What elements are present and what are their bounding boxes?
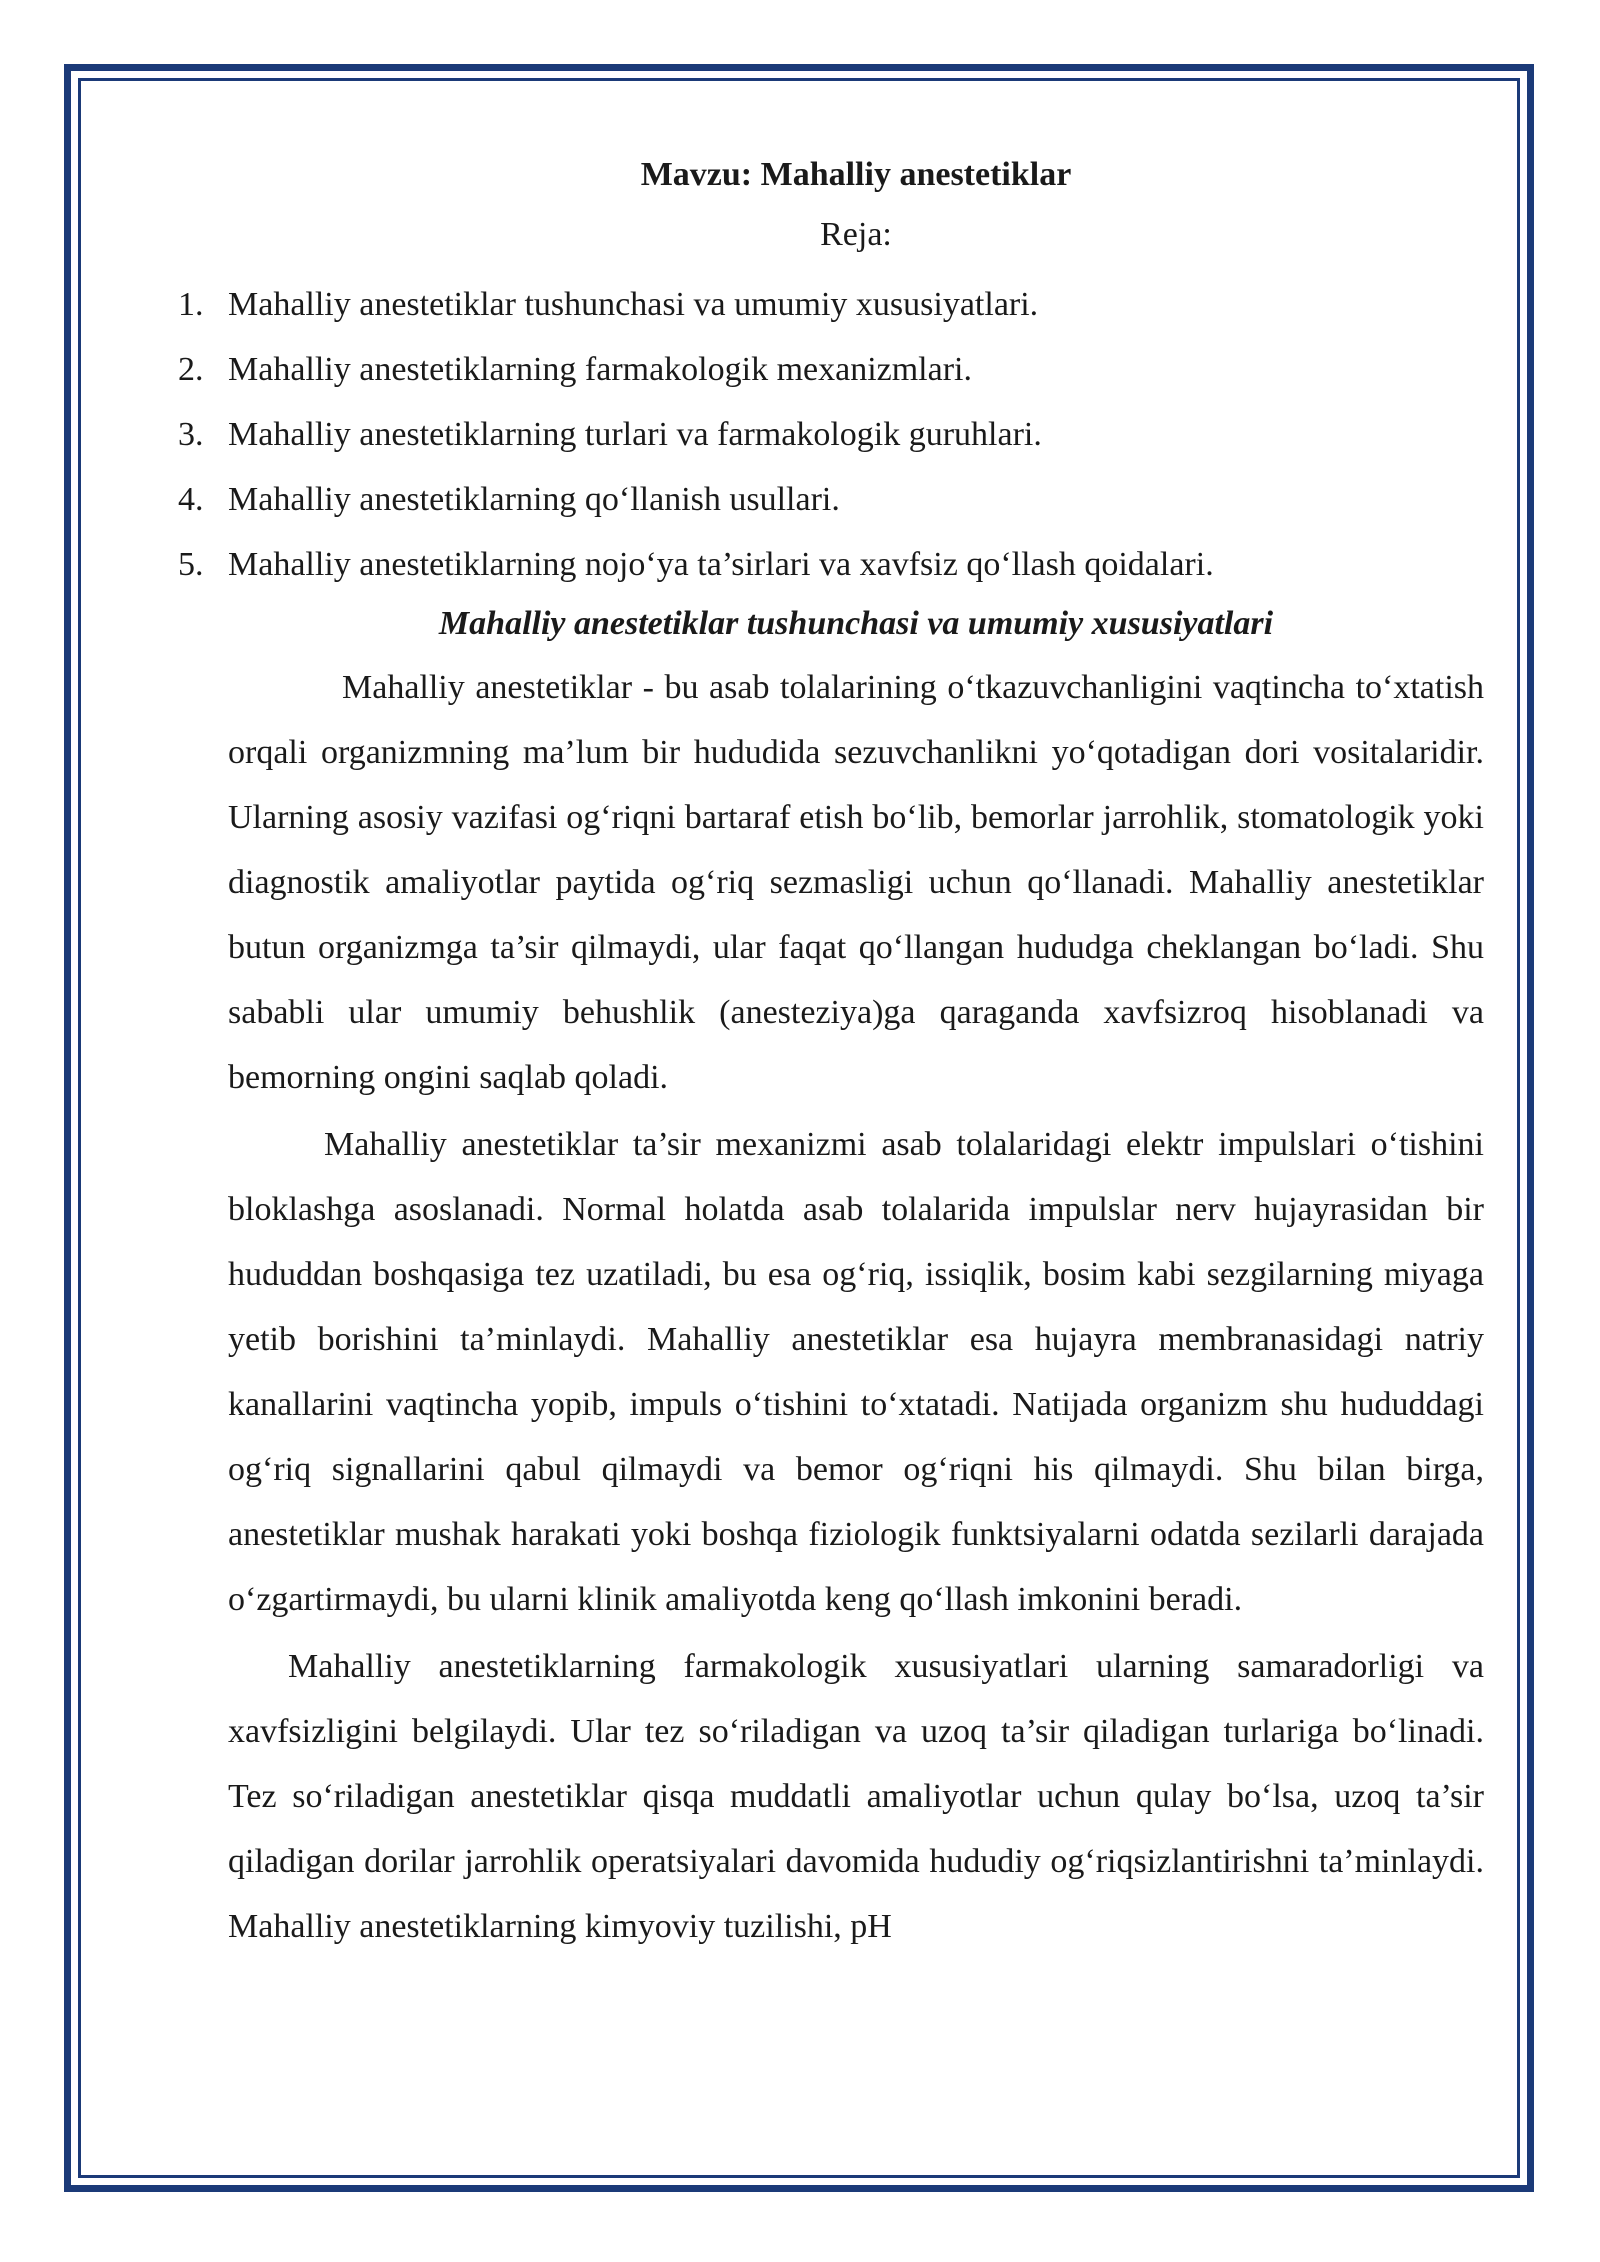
plan-item-text: Mahalliy anestetiklarning nojo‘ya ta’sirlari va xavfsiz qo‘llash qoidalari. — [228, 546, 1214, 583]
document-body — [178, 148, 1484, 1959]
section-heading: Mahalliy anestetiklar tushunchasi va umumiy xususiyatlari — [438, 605, 1274, 642]
plan-heading: Reja: — [820, 216, 892, 253]
plan-list — [178, 272, 1484, 597]
body-paragraph: Mahalliy anestetiklar ta’sir mexanizmi asab tolalaridagi elektr impulslari o‘tishini bloklashga asoslanadi. Normal holatda asab tolalarida impulslar nerv hujayrasidan bir hududdan boshqasiga tez uzatiladi, bu esa og‘riq, issiqlik, bosim kabi sezgilarning miyaga yetib borishini ta’minlaydi. Mahalliy anestetiklar esa hujayra membranasidagi natriy kanallarini vaqtincha yopib, impuls o‘tishini to‘xtatadi. Natijada organizm shu hududdagi og‘riq signallarini qabul qilmaydi va bemor og‘riqni his qilmaydi. Shu bilan birga, anestetiklar mushak harakati yoki boshqa fiziologik funktsiyalarni odatda sezilarli darajada o‘zgartirmaydi, bu ularni klinik amaliyotda keng qo‘llash imkonini beradi. — [228, 1126, 1484, 1618]
document-title: Mavzu: Mahalliy anestetiklar — [640, 156, 1072, 193]
plan-item-text: Mahalliy anestetiklarning qo‘llanish usullari. — [228, 481, 840, 518]
plan-item — [178, 272, 1484, 337]
plan-item-number: 4. — [178, 481, 204, 518]
plan-item-number: 5. — [178, 546, 204, 583]
plan-item-text: Mahalliy anestetiklar tushunchasi va umumiy xususiyatlari. — [228, 286, 1039, 323]
plan-item-number: 2. — [178, 351, 204, 388]
plan-item-text: Mahalliy anestetiklarning farmakologik mexanizmlari. — [228, 351, 972, 388]
plan-item-text: Mahalliy anestetiklarning turlari va farmakologik guruhlari. — [228, 416, 1042, 453]
plan-item — [178, 467, 1484, 532]
body-paragraph: Mahalliy anestetiklar - bu asab tolalarining o‘tkazuvchanligini vaqtincha to‘xtatish orqali organizmning ma’lum bir hududida sezuvchanlikni yo‘qotadigan dori vositalaridir. Ularning asosiy vazifasi og‘riqni bartaraf etish bo‘lib, bemorlar jarrohlik, stomatologik yoki diagnostik amaliyotlar paytida og‘riq sezmasligi uchun qo‘llanadi. Mahalliy anestetiklar butun organizmga ta’sir qilmaydi, ular faqat qo‘llangan hududga cheklangan bo‘ladi. Shu sababli ular umumiy behushlik (anesteziya)ga qaraganda xavfsizroq hisoblanadi va bemorning ongini saqlab qoladi. — [228, 669, 1484, 1096]
body-paragraph: Mahalliy anestetiklarning farmakologik xususiyatlari ularning samaradorligi va xavfsizligini belgilaydi. Ular tez so‘riladigan va uzoq ta’sir qiladigan turlariga bo‘linadi. Tez so‘riladigan anestetiklar qisqa muddatli amaliyotlar uchun qulay bo‘lsa, uzoq ta’sir qiladigan dorilar jarrohlik operatsiyalari davomida hududiy og‘riqsizlantirishni ta’minlaydi. Mahalliy anestetiklarning kimyoviy tuzilishi, pH — [228, 1648, 1484, 1945]
plan-item — [178, 402, 1484, 467]
plan-item-number: 1. — [178, 286, 204, 323]
plan-item-number: 3. — [178, 416, 204, 453]
plan-item — [178, 532, 1484, 597]
plan-item — [178, 337, 1484, 402]
